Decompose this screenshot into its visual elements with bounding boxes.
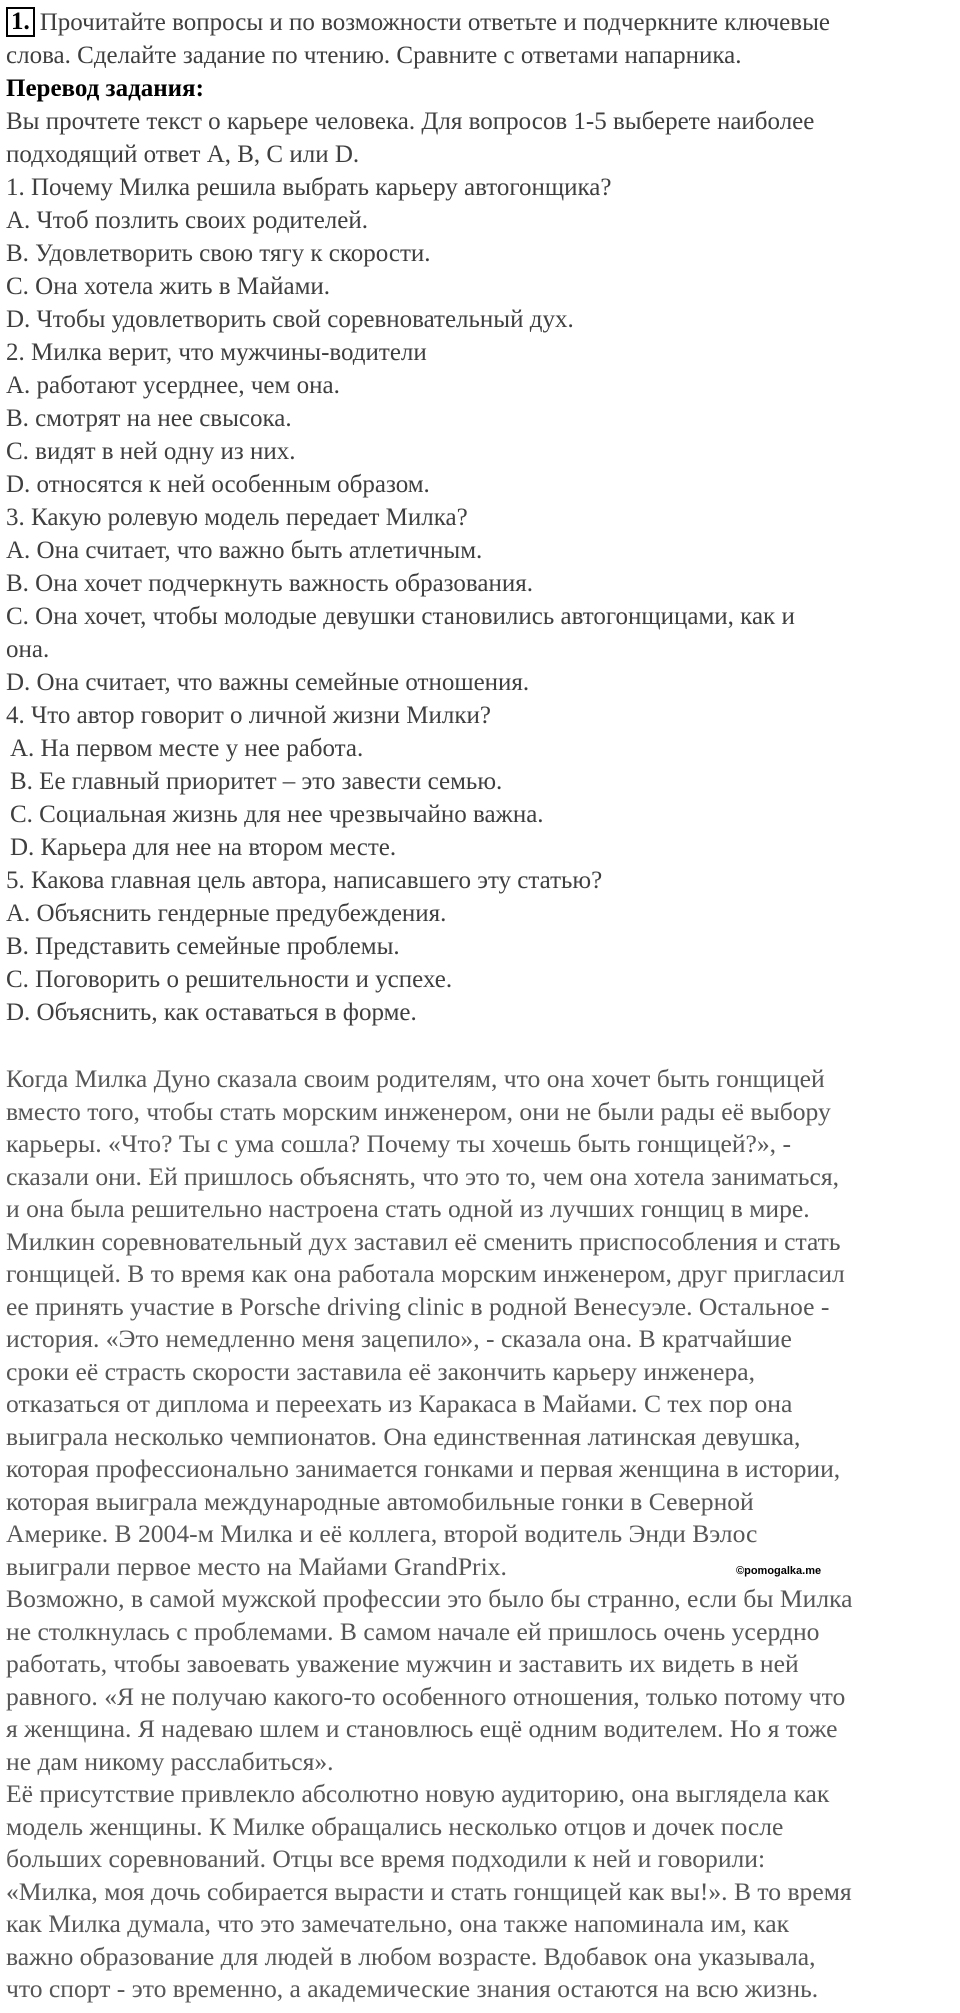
question-1-option-d: D. Чтобы удовлетворить свой соревновательный дух. (6, 306, 574, 333)
text-line: выиграла несколько чемпионатов. Она единственная латинская девушка, (6, 1421, 801, 1451)
question-4-option-d: D. Карьера для нее на втором месте. (10, 834, 397, 861)
text-line: больших соревнований. Отцы все время подходили к ней и говорили: (6, 1844, 766, 1873)
text-line: сказали они. Ей пришлось объяснять, что это то, чем она хотела заниматься, (6, 1161, 840, 1191)
text-line: которая выиграла международные автомобильные гонки в Северной (6, 1486, 754, 1516)
text-line: работать, чтобы завоевать уважение мужчин и заставить их видеть в ней (6, 1649, 799, 1678)
question-4: 4. Что автор говорит о личной жизни Милки? (6, 702, 491, 729)
question-3-option-d: D. Она считает, что важны семейные отношения. (6, 669, 530, 696)
text-line: модель женщины. К Милке обращались несколько отцов и дочек после (6, 1811, 784, 1841)
question-2-option-d: D. относятся к ней особенным образом. (6, 471, 430, 498)
question-4-option-b: B. Ее главный приоритет – это завести семью. (10, 768, 503, 795)
question-2-option-a: A. работают усерднее, чем она. (6, 372, 340, 399)
question-3-option-b: B. Она хочет подчеркнуть важность образования. (6, 570, 533, 597)
text-line: Её присутствие привлекло абсолютно новую аудиторию, она выглядела как (6, 1779, 830, 1808)
question-2-option-b: B. смотрят на нее свысока. (6, 405, 292, 432)
task-instruction-line-1 (6, 6, 954, 39)
question-2: 2. Милка верит, что мужчины-водители (6, 339, 427, 366)
question-3: 3. Какую ролевую модель передает Милка? (6, 504, 468, 531)
text-line: равного. «Я не получаю какого-то особенного отношения, только потому что (6, 1681, 846, 1711)
text-line: гонщицей. В то время как она работала морским инженером, друг пригласил (6, 1259, 845, 1288)
text-line: ее принять участие в Porsche driving clinic в родной Венесуэле. Остальное - (6, 1291, 830, 1321)
question-4-option-c: C. Социальная жизнь для нее чрезвычайно важна. (10, 801, 544, 828)
text-line: и она была решительно настроена стать одной из лучших гонщиц в мире. (6, 1194, 810, 1223)
text-line: сроки её страсть скорости заставила её закончить карьеру инженера, (6, 1356, 756, 1386)
text-line: я женщина. Я надеваю шлем и становлюсь ещё одним водителем. Но я тоже (6, 1714, 838, 1743)
text-line: как Милка думала, что это замечательно, она также напоминала им, как (6, 1909, 790, 1938)
question-1-option-a: A. Чтоб позлить своих родителей. (6, 207, 369, 234)
text-line: что спорт - это временно, а академические знания остаются на всю жизнь. (6, 1974, 819, 2003)
document-page (6, 6, 954, 2006)
question-5: 5. Какова главная цель автора, написавшего эту статью? (6, 867, 603, 894)
question-2-option-c: C. видят в ней одну из них. (6, 438, 296, 465)
question-1: 1. Почему Милка решила выбрать карьеру автогонщика? (6, 174, 612, 201)
question-3-option-a: A. Она считает, что важно быть атлетичным. (6, 537, 483, 564)
text-line: отказаться от диплома и переехать из Каракаса в Майами. С тех пор она (6, 1389, 793, 1418)
section-spacer (6, 1029, 954, 1063)
text-line: Когда Милка Дуно сказала своим родителям, что она хочет быть гонщицей (6, 1064, 825, 1093)
text-line: которая профессионально занимается гонками и первая женщина в истории, (6, 1454, 841, 1483)
task-instruction-text: Прочитайте вопросы и по возможности ответьте и подчеркните ключевые (39, 9, 830, 36)
intro-line-2: подходящий ответ A, B, C или D. (6, 141, 360, 168)
text-line: важно образование для людей в любом возрасте. Вдобавок она указывала, (6, 1941, 816, 1971)
question-5-option-a: A. Объяснить гендерные предубеждения. (6, 900, 447, 927)
text-line: вместо того, чтобы стать морским инженером, они не были рады её выбору (6, 1096, 831, 1126)
question-3-option-c-continued: она. (6, 636, 50, 663)
text-line: карьеры. «Что? Ты с ума сошла? Почему ты хочешь быть гонщицей?», - (6, 1129, 792, 1158)
text-line: «Милка, моя дочь собирается вырасти и стать гонщицей как вы!». В то время (6, 1876, 852, 1906)
question-5-option-b: B. Представить семейные проблемы. (6, 933, 400, 960)
question-5-option-d: D. Объяснить, как оставаться в форме. (6, 999, 417, 1026)
question-1-option-c: C. Она хотела жить в Майами. (6, 273, 331, 300)
text-line: история. «Это немедленно меня зацепило», - сказала она. В кратчайшие (6, 1324, 792, 1353)
question-3-option-c: C. Она хочет, чтобы молодые девушки становились автогонщицами, как и (6, 603, 795, 630)
translation-heading: Перевод задания: (6, 75, 204, 102)
watermark: ©pomogalka.me (736, 1565, 822, 1577)
task-number: 1. (6, 7, 35, 37)
task-instruction-line-2: слова. Сделайте задание по чтению. Сравните с ответами напарника. (6, 42, 742, 69)
question-5-option-c: C. Поговорить о решительности и успехе. (6, 966, 453, 993)
text-line: Милкин соревновательный дух заставил её сменить приспособления и стать (6, 1226, 841, 1256)
intro-line-1: Вы прочтете текст о карьере человека. Для вопросов 1-5 выберете наиболее (6, 108, 815, 135)
text-line: не дам никому расслабиться». (6, 1746, 334, 1776)
text-line: не столкнулась с проблемами. В самом начале ей пришлось очень усердно (6, 1616, 820, 1646)
text-line: Америке. В 2004-м Милка и её коллега, второй водитель Энди Вэлос (6, 1519, 758, 1548)
text-line: выиграли первое место на Майами GrandPrix. (6, 1551, 507, 1581)
reading-text (6, 1063, 954, 2006)
question-1-option-b: B. Удовлетворить свою тягу к скорости. (6, 240, 431, 267)
question-4-option-a: A. На первом месте у нее работа. (10, 735, 364, 762)
text-line: Возможно, в самой мужской профессии это было бы странно, если бы Милка (6, 1584, 853, 1613)
